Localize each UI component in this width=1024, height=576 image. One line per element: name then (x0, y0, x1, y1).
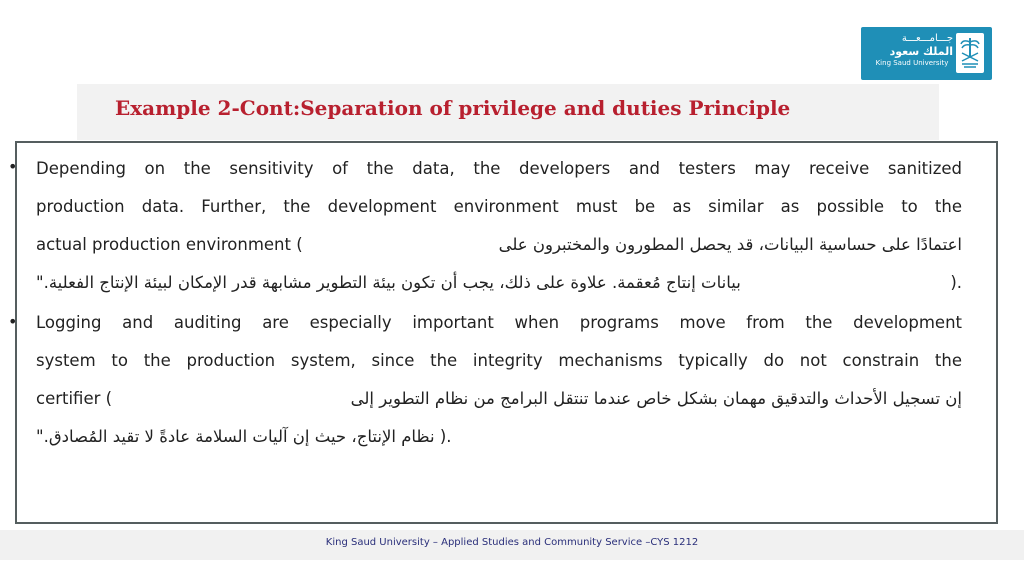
logo-english: King Saud University (875, 59, 949, 67)
palm-swords-emblem-icon (956, 33, 984, 73)
logo-arabic-line2: الملك سعود (889, 45, 953, 58)
footer-text: King Saud University – Applied Studies and Community Service –CYS 1212 (325, 537, 699, 548)
bullet1-line3 (36, 232, 962, 258)
bullet1-line3-arabic: اعتمادًا على حساسية البيانات، قد يحصل المطورون والمختبرون على (498, 235, 962, 254)
bullet2-line3-english: certifier ( (36, 389, 113, 408)
bullet2-line3-arabic: إن تسجيل الأحداث والتدقيق مهمان بشكل خاص عندما تنتقل البرامج من نظام التطوير إلى (350, 389, 962, 408)
bullet1-line4-arabic: بيانات إنتاج مُعقمة. علاوة على ذلك، يجب أن تكون بيئة التطوير مشابهة قدر الإمكان لبيئة الإنتاج الفعلية." (36, 273, 741, 292)
slide-title: Example 2-Cont:Separation of privilege and duties Principle (115, 96, 791, 120)
university-logo (861, 27, 992, 80)
bullet2-line2: system to the production system, since the integrity mechanisms typically do not constrain the (36, 351, 962, 370)
bullet2-line4-arabic: نظام الإنتاج، حيث إن آليات السلامة عادةً لا تقيد المُصادق." (36, 427, 435, 446)
bullet2-line4 (36, 424, 962, 450)
bullet2-line4-english: ). (439, 427, 452, 446)
bullet1-line3-english: actual production environment ( (36, 235, 303, 254)
logo-arabic-line1: جـــامـــعـــة (901, 33, 953, 44)
bullet1-line4-english: ). (950, 273, 962, 292)
logo-text (871, 33, 953, 68)
bullet2-line3 (36, 386, 962, 412)
bullet1-line1: Depending on the sensitivity of the data, the developers and testers may receive sanitized (36, 159, 962, 178)
bullet1-line4 (36, 270, 962, 296)
bullet1-line2: production data. Further, the development environment must be as similar as possible to the (36, 197, 962, 216)
bullet2-line1: Logging and auditing are especially important when programs move from the development (36, 313, 962, 332)
bullet-marker: • (8, 157, 18, 176)
bullet-marker: • (8, 312, 18, 331)
